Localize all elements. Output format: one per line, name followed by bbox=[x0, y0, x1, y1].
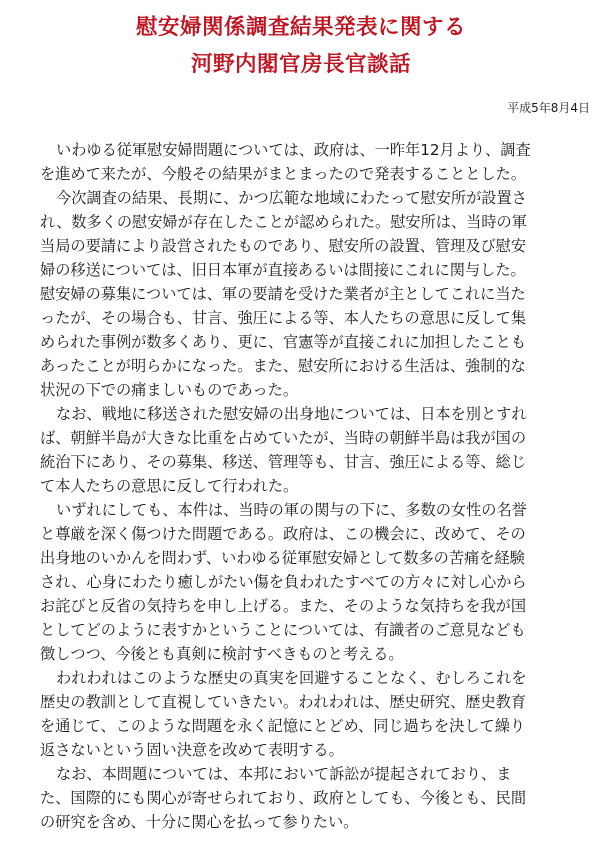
paragraph-line: され、心身にわたり癒しがたい傷を負われたすべての方々に対し心から bbox=[40, 573, 527, 591]
paragraph-line: 徴しつつ、今後とも真剣に検討すべきものと考える。 bbox=[40, 645, 404, 663]
paragraph bbox=[40, 498, 570, 666]
paragraph-line: なお、本問題については、本邦において訴訟が提起されており、ま bbox=[56, 765, 512, 783]
paragraph bbox=[40, 402, 570, 498]
paragraph-line: お詫びと反省の気持ちを申し上げる。また、そのような気持ちを我が国 bbox=[40, 597, 526, 615]
document-title-line1: 慰安婦関係調査結果発表に関する bbox=[135, 15, 466, 40]
paragraph-line: われわれはこのような歴史の真実を回避することなく、むしろこれを bbox=[56, 669, 527, 687]
paragraph-line: 返さないという固い決意を改めて表明する。 bbox=[40, 741, 344, 759]
paragraph-line: 歴史の教訓として直視していきたい。われわれは、歴史研究、歴史教育 bbox=[40, 693, 526, 711]
paragraph-line: 統治下にあり、その募集、移送、管理等も、甘言、強圧による等、総じ bbox=[40, 453, 526, 471]
paragraph-line: 当局の要請により設営されたものであり、慰安所の設置、管理及び慰安 bbox=[40, 237, 526, 255]
document-title-line2: 河野内閣官房長官談話 bbox=[190, 52, 411, 77]
paragraph-line: 慰安婦の募集については、軍の要請を受けた業者が主としてこれに当た bbox=[40, 285, 526, 303]
paragraph-line: としてどのように表すかということについては、有識者のご意見なども bbox=[40, 621, 526, 639]
paragraph-line: て本人たちの意思に反して行われた。 bbox=[40, 477, 299, 495]
paragraph-line: ったが、その場合も、甘言、強圧による等、本人たちの意思に反して集 bbox=[40, 309, 526, 327]
paragraph-line: なお、戦地に移送された慰安婦の出身地については、日本を別とすれ bbox=[56, 405, 527, 423]
paragraph bbox=[40, 762, 570, 834]
paragraph-line: 婦の移送については、旧日本軍が直接あるいは間接にこれに関与した。 bbox=[40, 261, 526, 279]
paragraph-line: を通じて、このような問題を永く記憶にとどめ、同じ過ちを決して繰り bbox=[40, 717, 526, 735]
paragraph bbox=[40, 666, 570, 762]
document-date: 平成5年8月4日 bbox=[507, 101, 590, 115]
paragraph-line: いわゆる従軍慰安婦問題については、政府は、一昨年12月より、調査 bbox=[56, 141, 531, 159]
paragraph-line: められた事例が数多くあり、更に、官憲等が直接これに加担したことも bbox=[40, 333, 526, 351]
paragraph-line: と尊厳を深く傷つけた問題である。政府は、この機会に、改めて、その bbox=[40, 525, 526, 543]
paragraph-line: た、国際的にも関心が寄せられており、政府としても、今後とも、民間 bbox=[40, 789, 526, 807]
paragraph-line: を進めて来たが、今般その結果がまとまったので発表することとした。 bbox=[40, 165, 526, 183]
paragraph-line: れ、数多くの慰安婦が存在したことが認められた。慰安所は、当時の軍 bbox=[40, 213, 527, 231]
paragraph-line: いずれにしても、本件は、当時の軍の関与の下に、多数の女性の名誉 bbox=[56, 501, 527, 519]
paragraph-line: 出身地のいかんを問わず、いわゆる従軍慰安婦として数多の苦痛を経験 bbox=[40, 549, 525, 567]
paragraph-line: 状況の下での痛ましいものであった。 bbox=[40, 381, 299, 399]
paragraph-line: の研究を含め、十分に関心を払って参りたい。 bbox=[40, 813, 359, 831]
paragraph-line: あったことが明らかになった。また、慰安所における生活は、強制的な bbox=[40, 357, 526, 375]
paragraph bbox=[40, 138, 570, 186]
paragraph-line: ば、朝鮮半島が大きな比重を占めていたが、当時の朝鮮半島は我が国の bbox=[40, 429, 526, 447]
paragraph bbox=[40, 186, 570, 402]
document-body bbox=[40, 138, 570, 834]
paragraph-line: 今次調査の結果、長期に、かつ広範な地域にわたって慰安所が設置さ bbox=[56, 189, 527, 207]
